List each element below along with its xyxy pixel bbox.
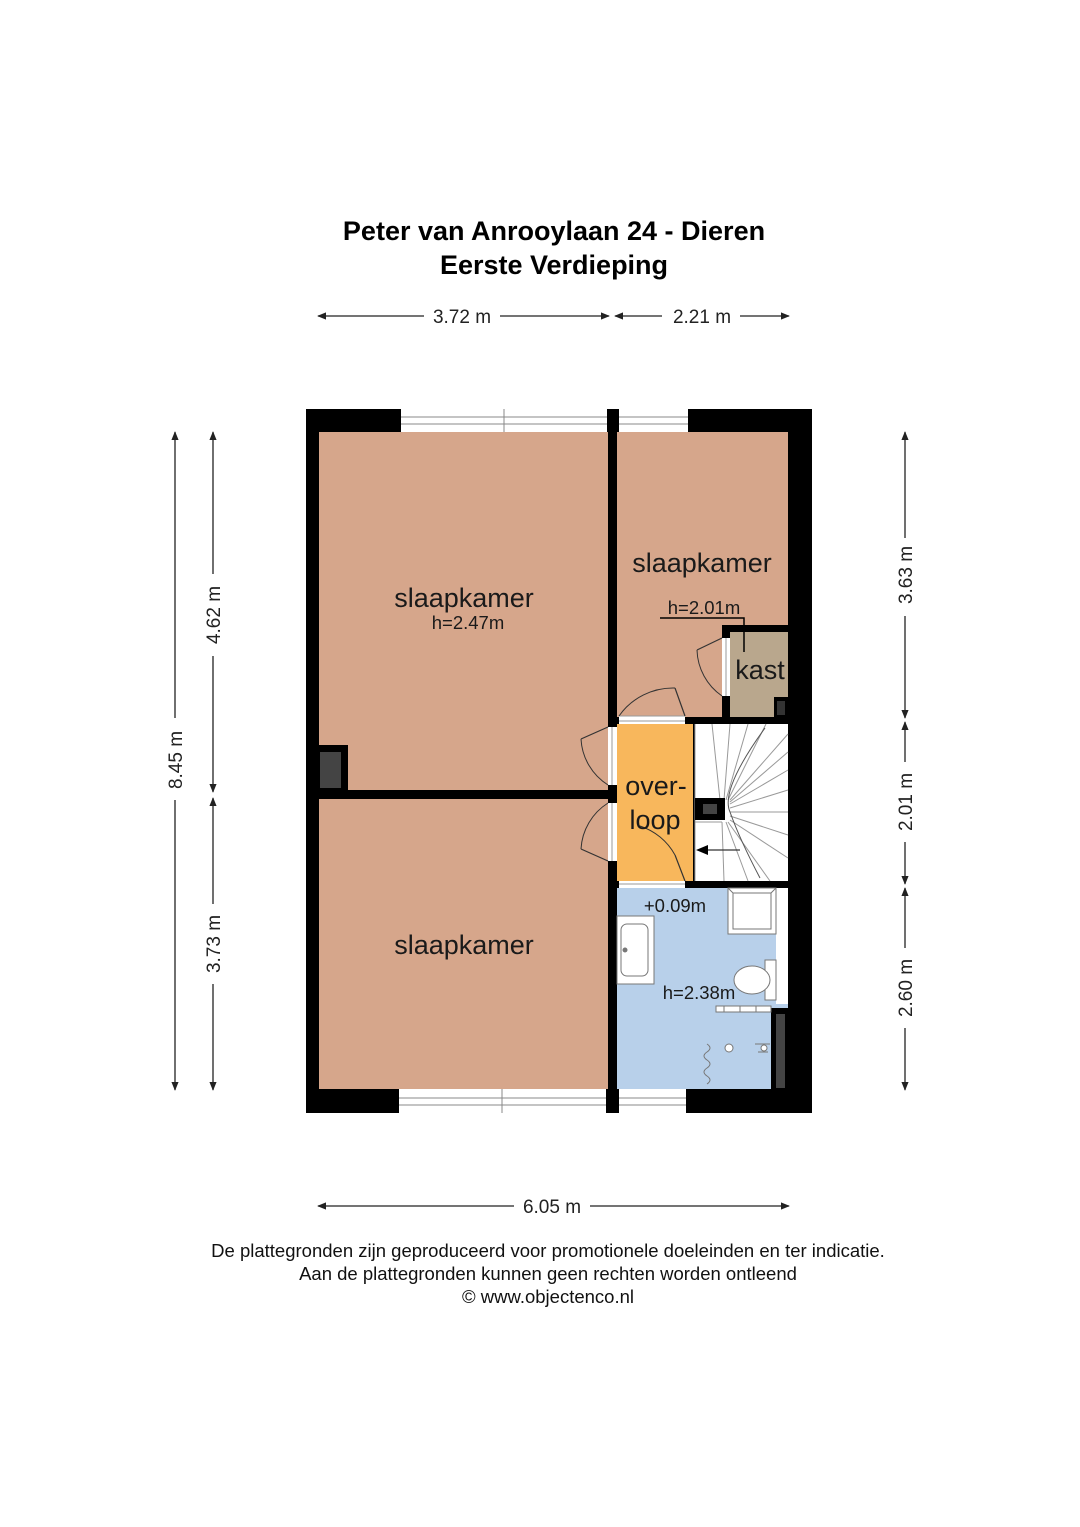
disclaimer-line-2: Aan de plattegronden kunnen geen rechten worden ontleend [299, 1263, 797, 1284]
dimension-label: 3.72 m [432, 307, 492, 328]
copyright-link[interactable]: © www.objectenco.nl [462, 1286, 634, 1307]
room-label-closet: kast [735, 655, 785, 685]
window-bottom-large [399, 1089, 606, 1113]
dimension-left-total [166, 432, 187, 1090]
dimension-label: 3.73 m [204, 914, 225, 974]
dimension-top-right [615, 307, 789, 328]
dimension-label: 6.05 m [522, 1197, 582, 1218]
room-label-bedroom-small: slaapkamer [632, 548, 772, 578]
dimension-label: 3.63 m [896, 545, 917, 605]
dimension-left-upper [204, 432, 225, 792]
shower-icon [728, 888, 776, 934]
dimension-label: 8.45 m [166, 730, 187, 790]
room-height-bedroom-small: h=2.01m [667, 597, 741, 618]
dimension-right-upper [896, 432, 917, 718]
dimension-left-lower [204, 798, 225, 1090]
window-top-large [401, 409, 607, 432]
landing-floor [617, 724, 693, 881]
property-address: Peter van Anrooylaan 24 - Dieren [342, 216, 766, 246]
disclaimer-line-1: De plattegronden zijn geproduceerd voor promotionele doeleinden en ter indicatie. [211, 1240, 885, 1261]
dimension-top-left [318, 307, 609, 328]
room-label-bedroom-large: slaapkamer [394, 583, 534, 613]
dimension-right-lower [896, 888, 917, 1090]
room-label-landing-2: loop [629, 805, 681, 835]
room-label-bedroom-bottom: slaapkamer [394, 930, 534, 960]
dimension-bottom-total [318, 1197, 789, 1218]
floor-name: Eerste Verdieping [439, 250, 669, 280]
window-bottom-small [619, 1089, 686, 1113]
sink-icon [617, 916, 654, 984]
dimension-label: 2.21 m [672, 307, 732, 328]
dimension-label: 2.60 m [896, 958, 917, 1018]
room-label-landing-1: over- [625, 771, 687, 801]
dimension-label: 4.62 m [204, 585, 225, 645]
bathroom-level: +0.09m [643, 895, 707, 916]
dimension-right-middle [896, 722, 917, 884]
dimension-label: 2.01 m [896, 772, 917, 832]
bathroom-height: h=2.38m [662, 982, 736, 1003]
room-height-bedroom-large: h=2.47m [431, 612, 505, 633]
window-top-small [619, 409, 688, 432]
